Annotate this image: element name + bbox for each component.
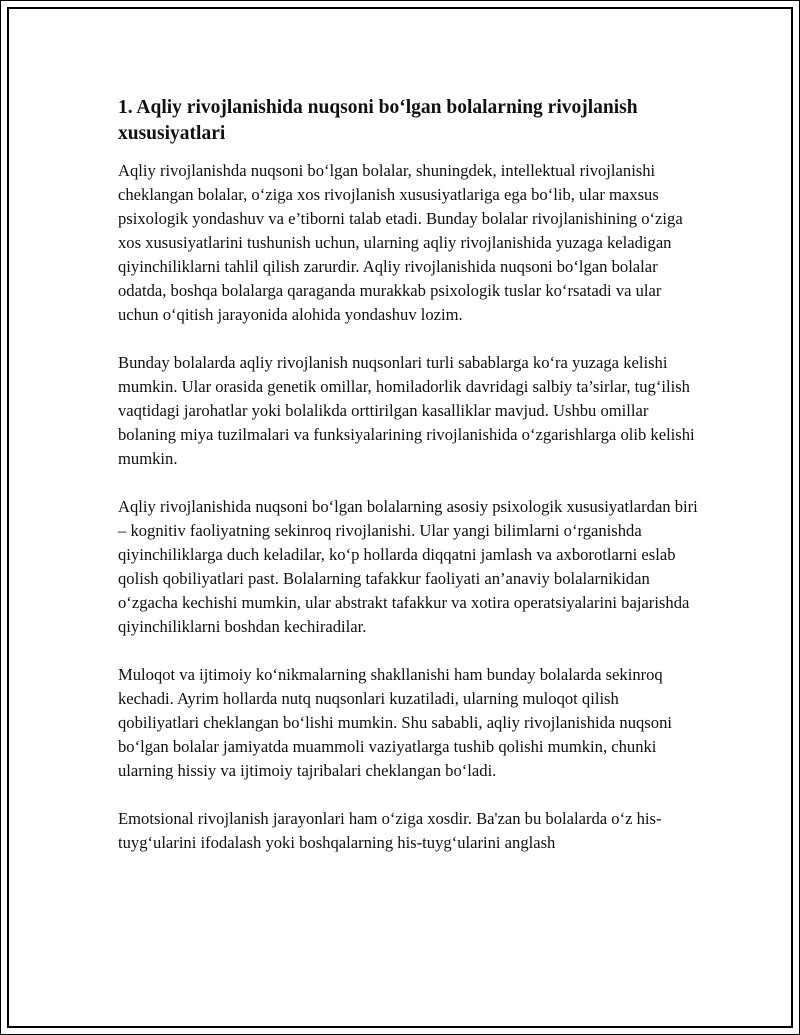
paragraph-4: Muloqot va ijtimoiy ko‘nikmalarning shakllanishi ham bunday bolalarda sekinroq kechadi. Ayrim hollarda nutq nuqsonlari kuzatiladi, ularning muloqot qilish qobiliyatlari cheklangan bo‘lishi mumkin. Shu sababli, aqliy rivojlanishida nuqsoni bo‘lgan bolalar jamiyatda muammoli vaziyatlarga tushib qolishi mumkin, chunki ularning hissiy va ijtimoiy tajribalari cheklangan bo‘ladi.	[118, 665, 672, 780]
paragraph-5: Emotsional rivojlanish jarayonlari ham o‘ziga xosdir. Ba'zan bu bolalarda o‘z his-tuyg‘ularini ifodalash yoki boshqalarning his-tuyg‘ularini anglash	[118, 809, 662, 852]
paragraph-1: Aqliy rivojlanishda nuqsoni bo‘lgan bolalar, shuningdek, intellektual rivojlanishi cheklangan bolalar, o‘ziga xos rivojlanish xususiyatlariga ega bo‘lib, ular maxsus psixologik yondashuv va e’tiborni talab etadi. Bunday bolalar rivojlanishining o‘ziga xos xususiyatlarini tushunish uchun, ularning aqliy rivojlanishida yuzaga keladigan qiyinchiliklarni tahlil qilish zarurdir. Aqliy rivojlanishida nuqsoni bo‘lgan bolalar odatda, boshqa bolalarga qaraganda murakkab psixologik tuslar ko‘rsatadi va ular uchun o‘qitish jarayonida alohida yondashuv lozim.	[118, 161, 683, 324]
document-body	[118, 95, 698, 879]
paragraph-3: Aqliy rivojlanishida nuqsoni bo‘lgan bolalarning asosiy psixologik xususiyatlardan biri – kognitiv faoliyatning sekinroq rivojlanishi. Ular yangi bilimlarni o‘rganishda qiyinchiliklarga duch keladilar, ko‘p hollarda diqqatni jamlash va axborotlarni eslab qolish qobiliyatlari past. Bolalarning tafakkur faoliyati an’anaviy bolalarnikidan o‘zgacha kechishi mumkin, ular abstrakt tafakkur va xotira operatsiyalarini bajarishda qiyinchiliklarni boshdan kechiradilar.	[118, 497, 698, 636]
section-heading: 1. Aqliy rivojlanishida nuqsoni bo‘lgan bolalarning rivojlanish xususiyatlari	[118, 97, 638, 144]
paragraph-2: Bunday bolalarda aqliy rivojlanish nuqsonlari turli sabablarga ko‘ra yuzaga kelishi mumkin. Ular orasida genetik omillar, homiladorlik davridagi salbiy ta’sirlar, tug‘ilish vaqtidagi jarohatlar yoki bolalikda orttirilgan kasalliklar mavjud. Ushbu omillar bolaning miya tuzilmalari va funksiyalarining rivojlanishida o‘zgarishlarga olib kelishi mumkin.	[118, 353, 695, 468]
